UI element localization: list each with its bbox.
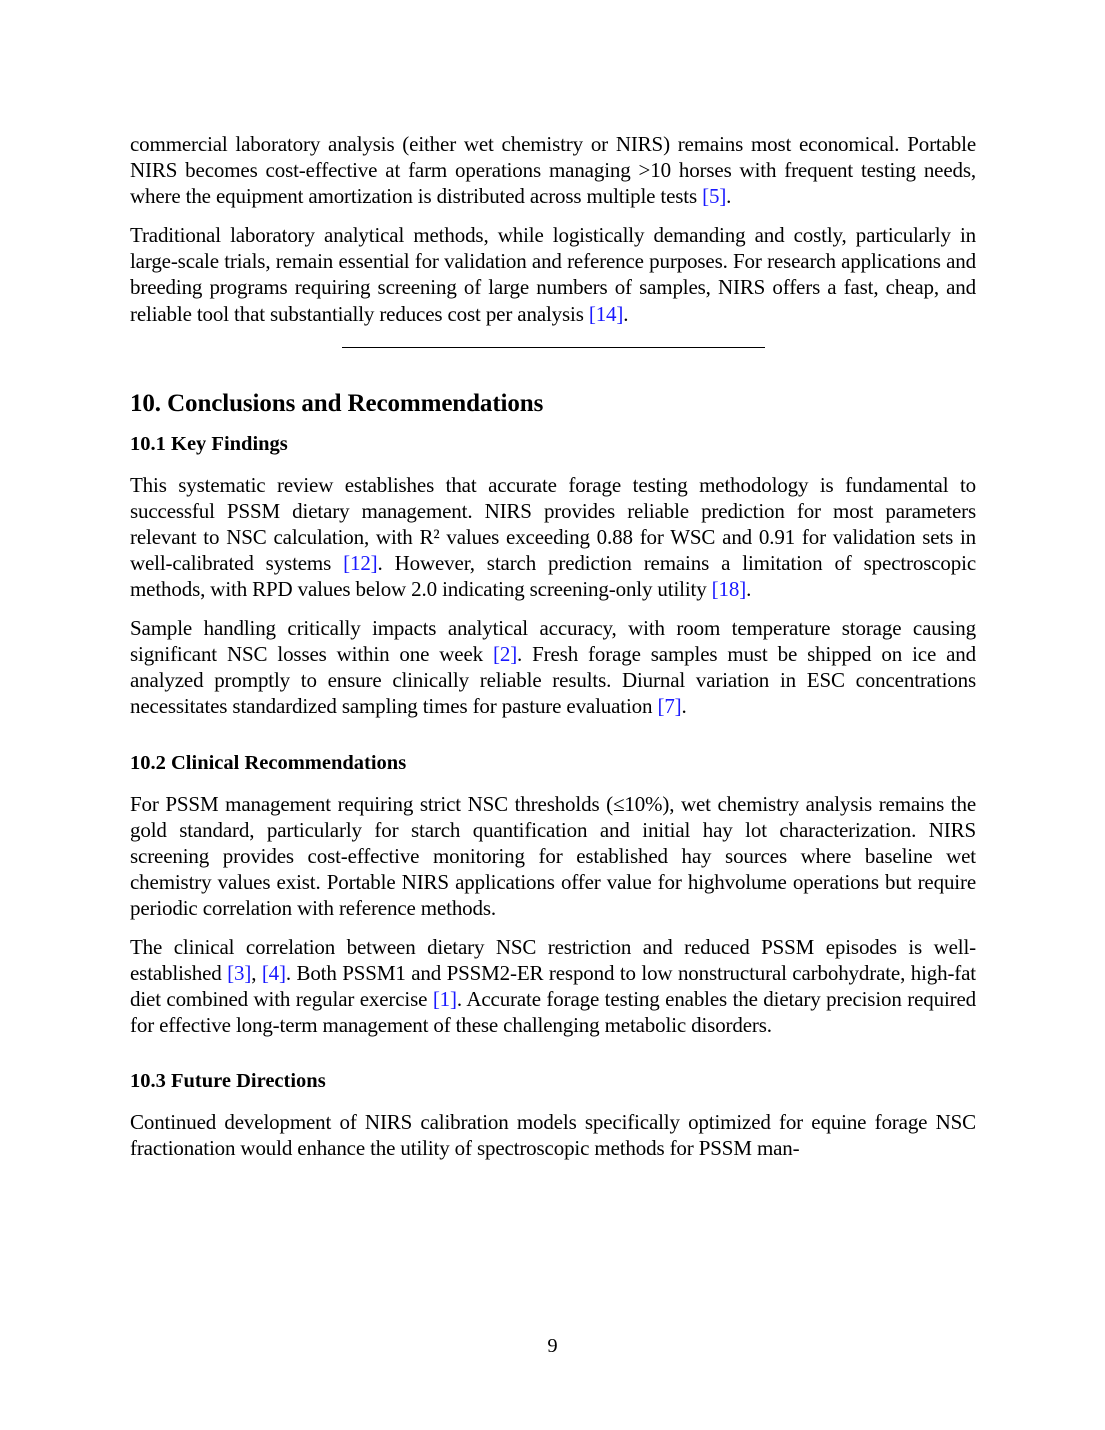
paragraph-text: This systematic review establishes that accurate forage testing methodology is fundamental to successful PSSM dietary management. NIRS provides reliable prediction for most parameters relevant to NSC calculation, with R² values exceeding 0.88 for WSC and 0.91 for validation sets in well-calibrated systems [130, 472, 976, 575]
paragraph-text: . [681, 694, 687, 719]
paragraph-text: . [623, 301, 629, 326]
citation-link[interactable]: [4] [261, 961, 286, 986]
paragraph-text: . [746, 577, 752, 602]
subsection-heading-future-directions: 10.3 Future Directions [130, 1070, 326, 1093]
citation-link[interactable]: [2] [493, 642, 518, 667]
paragraph-cost-effectiveness [130, 131, 976, 209]
paragraph-text: , [251, 961, 262, 986]
paragraph-clinical-recommendations-2 [130, 934, 976, 1038]
paragraph-traditional-methods [130, 222, 976, 326]
citation-link[interactable]: [5] [702, 184, 727, 209]
citation-link[interactable]: [12] [343, 550, 378, 575]
subsection-heading-clinical-recommendations: 10.2 Clinical Recommendations [130, 751, 407, 774]
paragraph-key-findings-2 [130, 615, 976, 719]
paragraph-key-findings-1 [130, 472, 976, 602]
citation-link[interactable]: [1] [432, 987, 457, 1012]
paragraph-text: . Fresh forage samples must be shipped on ice and analyzed promptly to ensure clinically reliable results. Diurnal variation in ESC concentrations necessitates standardized sampling times for pasture evaluation [130, 642, 976, 719]
citation-link[interactable]: [18] [711, 577, 747, 602]
page-number: 9 [547, 1335, 558, 1357]
paragraph-text: Traditional laboratory analytical methods, while logistically demanding and costly, particularly in large-scale trials, remain essential for validation and reference purposes. For research applications and breeding programs requiring screening of large numbers of samples, NIRS offers a fast, cheap, and reliable tool that substantially reduces cost per analysis [130, 223, 976, 326]
document-page [130, 131, 976, 1175]
paragraph-future-directions: Continued development of NIRS calibration models specifically optimized for equine forage NSC fractionation would enhance the utility of spectroscopic methods for PSSM man- [130, 1110, 976, 1161]
paragraph-text: Sample handling critically impacts analytical accuracy, with room temperature storage causing significant NSC losses within one week [130, 616, 976, 667]
paragraph-text: . [726, 184, 732, 209]
paragraph-text: . Both PSSM1 and PSSM2-ER respond to low nonstructural carbohydrate, high-fat diet combined with regular exercise [130, 961, 976, 1012]
section-divider [342, 347, 765, 348]
subsection-heading-key-findings: 10.1 Key Findings [130, 432, 288, 455]
paragraph-clinical-recommendations-1: For PSSM management requiring strict NSC thresholds (≤10%), wet chemistry analysis remains the gold standard, particularly for starch quantification and initial hay lot characterization. NIRS screening provides cost-effective monitoring for established hay sources where baseline wet chemistry values exist. Portable NIRS applications offer value for highvolume operations but require periodic correlation with reference methods. [130, 791, 976, 920]
paragraph-text: The clinical correlation between dietary NSC restriction and reduced PSSM episodes is well-established [130, 934, 976, 986]
section-heading: 10. Conclusions and Recommendations [130, 389, 544, 417]
paragraph-text: commercial laboratory analysis (either wet chemistry or NIRS) remains most economical. Portable NIRS becomes cost-effective at farm operations managing >10 horses with frequent testing needs, where the equipment amortization is distributed across multiple tests [130, 132, 976, 209]
citation-link[interactable]: [7] [657, 694, 682, 719]
citation-link[interactable]: [3] [227, 961, 252, 986]
paragraph-text: . However, starch prediction remains a limitation of spectroscopic methods, with RPD values below 2.0 indicating screening-only utility [130, 550, 976, 602]
citation-link[interactable]: [14] [588, 301, 624, 326]
paragraph-text: . Accurate forage testing enables the dietary precision required for effective long-term management of these challenging metabolic disorders. [130, 987, 976, 1038]
